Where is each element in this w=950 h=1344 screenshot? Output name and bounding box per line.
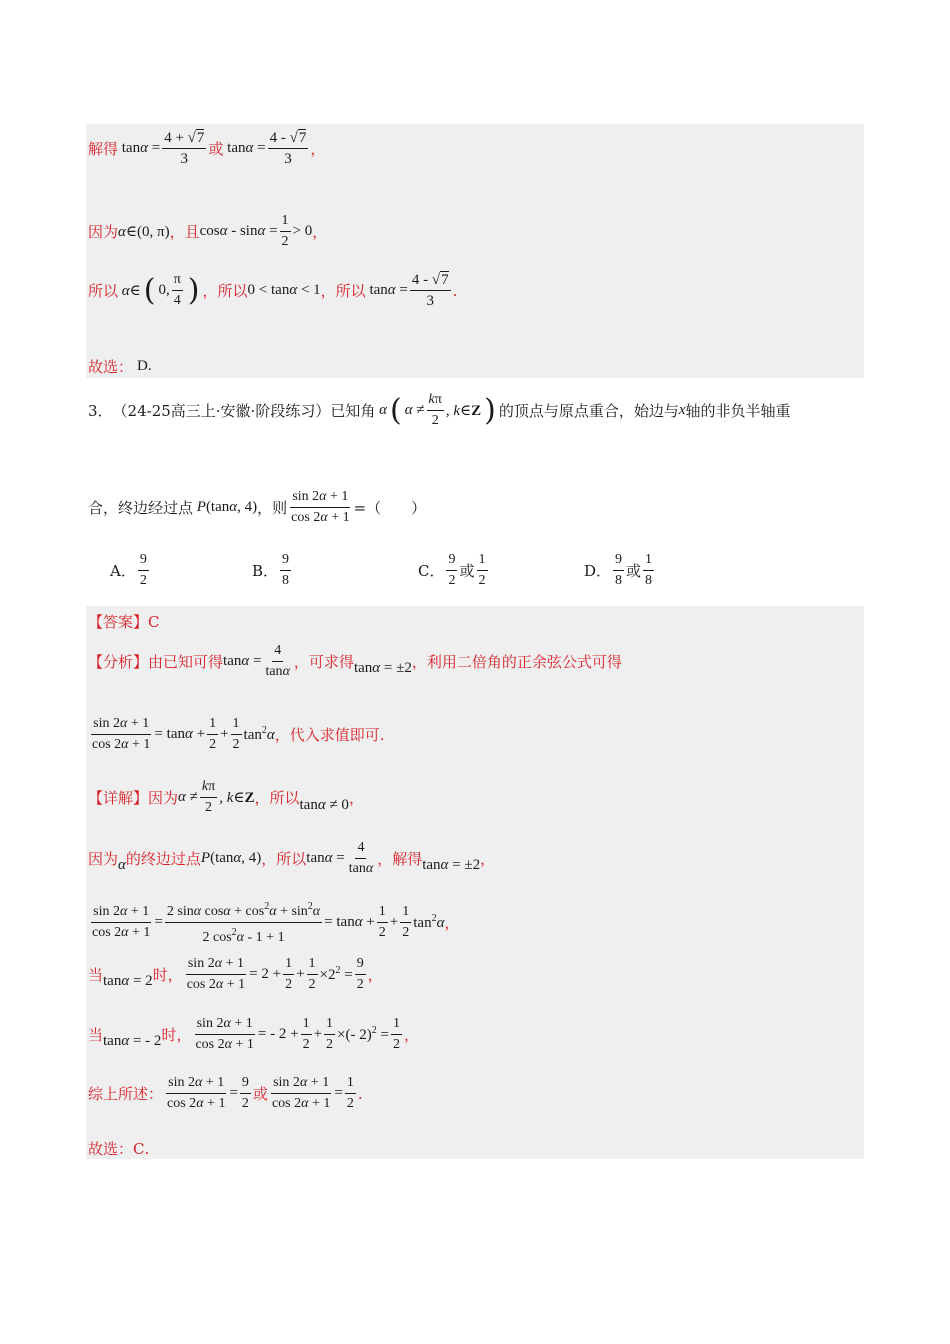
analysis-line-1: 【分析】 由已知可得 tanα = $\frac{4}{\tan\alpha}$ ，可求得 tanα = ±2 ，利用二倍角的正余弦公式可得 [88, 643, 622, 679]
option-d[interactable]: D． $\frac{9}{8}$ 或 $\frac{1}{8}$ [584, 552, 653, 588]
q3-number: 3． [88, 402, 113, 420]
sol2-line-2: 因为 α∈(0, π) ，且 cosα - sinα = $\frac{1}{2}$ > 0 ， [88, 213, 328, 249]
answer-value: C [148, 612, 160, 631]
analysis-tag: 【分析】 [88, 653, 149, 671]
sol2-final-answer: D [137, 358, 148, 374]
detail-line-3: $\frac{\sin 2\alpha + 1}{\cos 2\alpha + 1}$ = $\frac{2 \sin\alpha \cos\alpha + \cos^2\alpha + \sin^2\alpha}{2 \cos^2\alpha - 1 + 1}$ = tanα + $\frac{1}{2}$ + $\frac{1}{2}$ $\tan^2\alpha$ ， [92, 901, 460, 945]
detail-line-4: 当 tanα = 2 时， $\frac{\sin 2\alpha + 1}{\cos 2\alpha + 1}$ = 2 + $\frac{1}{2}$ + $\frac{1}{2}$ $\times 2^2$ = $\frac{9}{2}$ ， [88, 956, 383, 992]
sol2-text: 解得 [88, 140, 119, 158]
sol2-text: ，所以 [202, 282, 248, 300]
sol2-text: ， [310, 140, 326, 158]
sol2-text: 因为 [88, 223, 119, 241]
sol2-text: ， [312, 223, 328, 241]
sol2-line-1: 解得 tanα = $\frac{4 + √7}{3}$ 或 tanα = $\frac{4 - √7}{3}$ ， [88, 130, 326, 167]
final-answer: C [133, 1139, 145, 1158]
sol2-text: . [452, 281, 458, 300]
sol2-final-label: 故选： [88, 358, 134, 376]
detail-line-2: 因为 α 的终边过点 P(tanα, 4) ，所以 tanα = $\frac{4}{\tan\alpha}$ ，解得 tanα = ±2 ， [88, 840, 496, 876]
sol2-line-3: 所以 α∈ ( 0, $\frac{\pi}{4}$ ) ，所以 0 < tanα < 1 ，所以 tanα = $\frac{4 - √7}{3}$ . [88, 272, 458, 309]
q3-line-2: 合，终边经过点 P(tanα, 4) ，则 $\frac{\sin 2\alpha + 1}{\cos 2\alpha + 1}$ =（ ） [88, 489, 427, 525]
detail-line-1: 【详解】 因为 α ≠ $\frac{k\pi}{2}$ , k∈Z ，所以 tanα ≠ 0 ， [88, 779, 364, 815]
q3-line-1: 3． （24-25高三上·安徽·阶段练习） 已知角 α ( α ≠ $\frac{k\pi}{2}$ , k∈Z ) 的顶点与原点重合，始边与 x 轴的非负半轴重 [88, 392, 791, 428]
option-b[interactable]: B． $\frac{9}{8}$ [252, 552, 290, 588]
final-answer-line: 故选： C . [88, 1139, 150, 1158]
sol2-line-4: 故选： D . [88, 358, 152, 376]
sol2-text: 所以 [88, 282, 119, 300]
answer-line [88, 611, 160, 632]
answer-tag: 【答案】 [88, 613, 149, 631]
final-label: 故选： [88, 1140, 134, 1158]
x-variable: x [678, 402, 686, 418]
q3-source: （24-25高三上·安徽·阶段练习） [112, 402, 331, 420]
detail-line-6: 综上所述： $\frac{\sin 2\alpha + 1}{\cos 2\alpha + 1}$ = $\frac{9}{2}$ 或 $\frac{\sin 2\alpha + 1}{\cos 2\alpha + 1}$ = $\frac{1}{2}$ . [88, 1075, 363, 1111]
option-c[interactable]: C． $\frac{9}{2}$ 或 $\frac{1}{2}$ [418, 552, 486, 588]
sol2-text: ，所以 [320, 282, 366, 300]
detail-tag: 【详解】 [88, 789, 149, 807]
option-a[interactable]: A． $\frac{9}{2}$ [110, 552, 147, 588]
detail-line-5: 当 tanα = - 2 时， $\frac{\sin 2\alpha + 1}{\cos 2\alpha + 1}$ = - 2 + $\frac{1}{2}$ + $\frac{1}{2}$ ×(- 2)$^2$ = $\frac{1}{2}$ ， [88, 1016, 419, 1052]
sol2-text: 或 [208, 140, 224, 158]
sol2-text: ，且 [169, 223, 200, 241]
analysis-line-2: $\frac{\sin 2\alpha + 1}{\cos 2\alpha + 1}$ = tanα + $\frac{1}{2}$ + $\frac{1}{2}$ $\tan^2\alpha$ ，代入求值即可. [92, 716, 385, 752]
